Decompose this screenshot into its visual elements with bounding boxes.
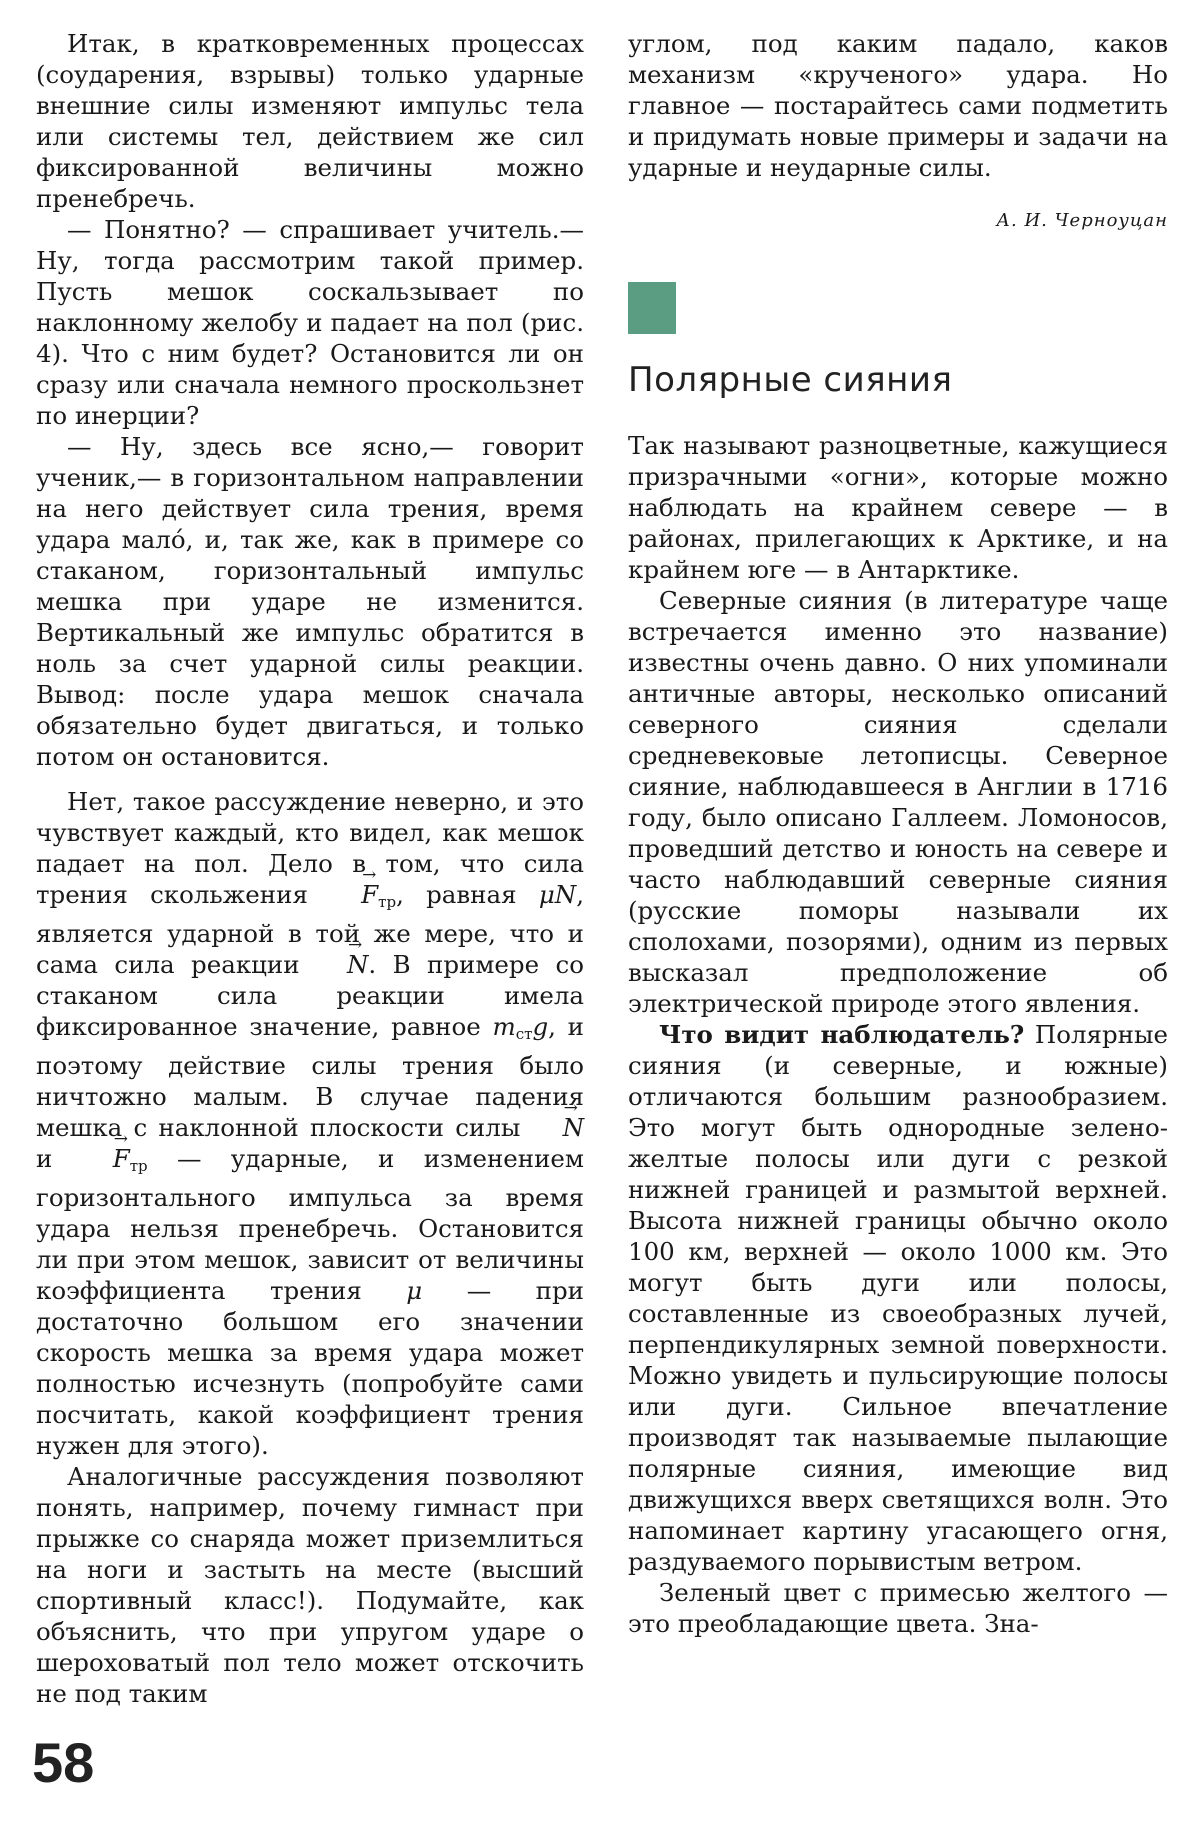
paragraph: Аналогичные рассуждения позволяют понять, например, почему гимнаст при прыжке со снаряда может приземлиться на ноги и застыть на месте (высший спортивный класс!). Подумайте, как объяснить, что при упругом ударе о шероховатый пол тело может отскочить не под таким xyxy=(36,1462,584,1708)
paragraph: — Ну, здесь все ясно,— говорит ученик,— в горизонтальном направлении на него действует сила трения, время удара мало́, и, так же, как в примере со стаканом, горизонтальный импульс мешка при ударе не изменится. Вертикальный же импульс обратится в ноль за счет ударной силы реакции. Вывод: после удара мешок сначала обязательно будет двигаться, и только потом он остановится. xyxy=(36,432,584,771)
normal-force-vector: → N xyxy=(532,1112,584,1143)
paragraph: углом, под каким падало, каков механизм «крученого» удара. Но главное — постарайтесь сами подметить и придумать новые примеры и задачи на ударные и неударные силы. xyxy=(628,29,1168,182)
subheading: Что видит наблюдатель? xyxy=(659,1020,1025,1049)
subscript: тр xyxy=(378,893,397,911)
text-run: — при достаточно большом его значении скорость мешка за время удара может полностью исчезнуть (попробуйте сами посчитать, какой коэффициент трения нужен для этого). xyxy=(36,1276,584,1460)
subscript: тр xyxy=(129,1157,148,1175)
text-run: Полярные сияния (и северные, и южные) отличаются большим разнообразием. Это могут быть однородные зелено-желтые полосы или дуги с резкой нижней границей и размытой верхней. Высота нижней границы обычно около 100 км, верхней — около 1000 км. Это могут быть дуги или полосы, составленные из своеобразных лучей, перпендикулярных земной поверхности. Можно увидеть и пульсирующие полосы или дуги. Сильное впечатление производят так называемые пылающие полярные сияния, имеющие вид движущихся вверх светящихся волн. Это напоминает картину угасающего огня, раздуваемого порывистым ветром. xyxy=(628,1020,1168,1576)
paragraph: Северные сияния (в литературе чаще встречается именно это название) известны очень давно. О них упоминали античные авторы, несколько описаний северного сияния сделали средневековые летописцы. Северное сияние, наблюдавшееся в Англии в 1716 году, было описано Галлеем. Ломоносов, проведший детство и юность на севере и часто наблюдавший северные сияния (русские поморы называли их сполохами, позорями), одним из первых высказал предположение об электрической природе этого явления. xyxy=(628,586,1168,1018)
text-run: , и поэтому действие силы трения было ничтожно малым. В случае падения мешка с наклонной плоскости силы xyxy=(36,1012,584,1142)
paragraph: — Понятно? — спрашивает учитель.— Ну, тогда рассмотрим такой пример. Пусть мешок соскальзывает по наклонному желобу и падает на пол (рис. 4). Что с ним будет? Остановится ли он сразу или сначала немного проскользнет по инерции? xyxy=(36,215,584,430)
right-column xyxy=(628,28,1168,1639)
paragraph-formulas xyxy=(36,786,584,1461)
mu-symbol: μ xyxy=(406,1276,423,1305)
text-run: , равная xyxy=(396,880,517,909)
normal-force-vector: → N xyxy=(316,949,368,980)
text-run: Нет, такое рассуждение неверно, и это чувствует каждый, кто видел, как мешок падает на пол. Дело в том, что сила трения скольжения xyxy=(36,787,584,909)
text-run: . В примере со стаканом сила реакции имела фиксированное значение, равное xyxy=(36,950,584,1041)
text-run: и xyxy=(36,1144,53,1173)
article-author: А. И. Черноуцан xyxy=(996,210,1168,231)
left-column xyxy=(36,28,584,1709)
paragraph: Итак, в кратковременных процессах (соударения, взрывы) только ударные внешние силы изменяют импульс тела или системы тел, действием же сил фиксированной величины можно пренебречь. xyxy=(36,29,584,213)
paragraph: Так называют разноцветные, кажущиеся призрачными «огни», которые можно наблюдать на крайнем севере — в районах, прилегающих к Арктике, и на крайнем юге — в Антарктике. xyxy=(628,431,1168,584)
text-run: — ударные, и изменением горизонтального импульса за время удара нельзя пренебречь. Остановится ли при этом мешок, зависит от величины коэффициента трения xyxy=(36,1144,584,1305)
page-number: 58 xyxy=(32,1731,95,1794)
mass-symbol: $m_{ст}g$ xyxy=(492,1012,549,1043)
friction-force-vector: → F xyxy=(82,1143,130,1174)
section-marker-square xyxy=(628,282,676,334)
paragraph: Зеленый цвет с примесью желтого — это преобладающие цвета. Зна- xyxy=(628,1578,1168,1638)
mu-n-symbol: μN xyxy=(538,880,577,909)
article-title: Полярные сияния xyxy=(628,360,953,400)
friction-force-vector: → F xyxy=(330,879,378,910)
text-run: , является ударной в той же мере, что и сама сила реакции xyxy=(36,880,584,979)
paragraph xyxy=(628,1019,1168,1577)
